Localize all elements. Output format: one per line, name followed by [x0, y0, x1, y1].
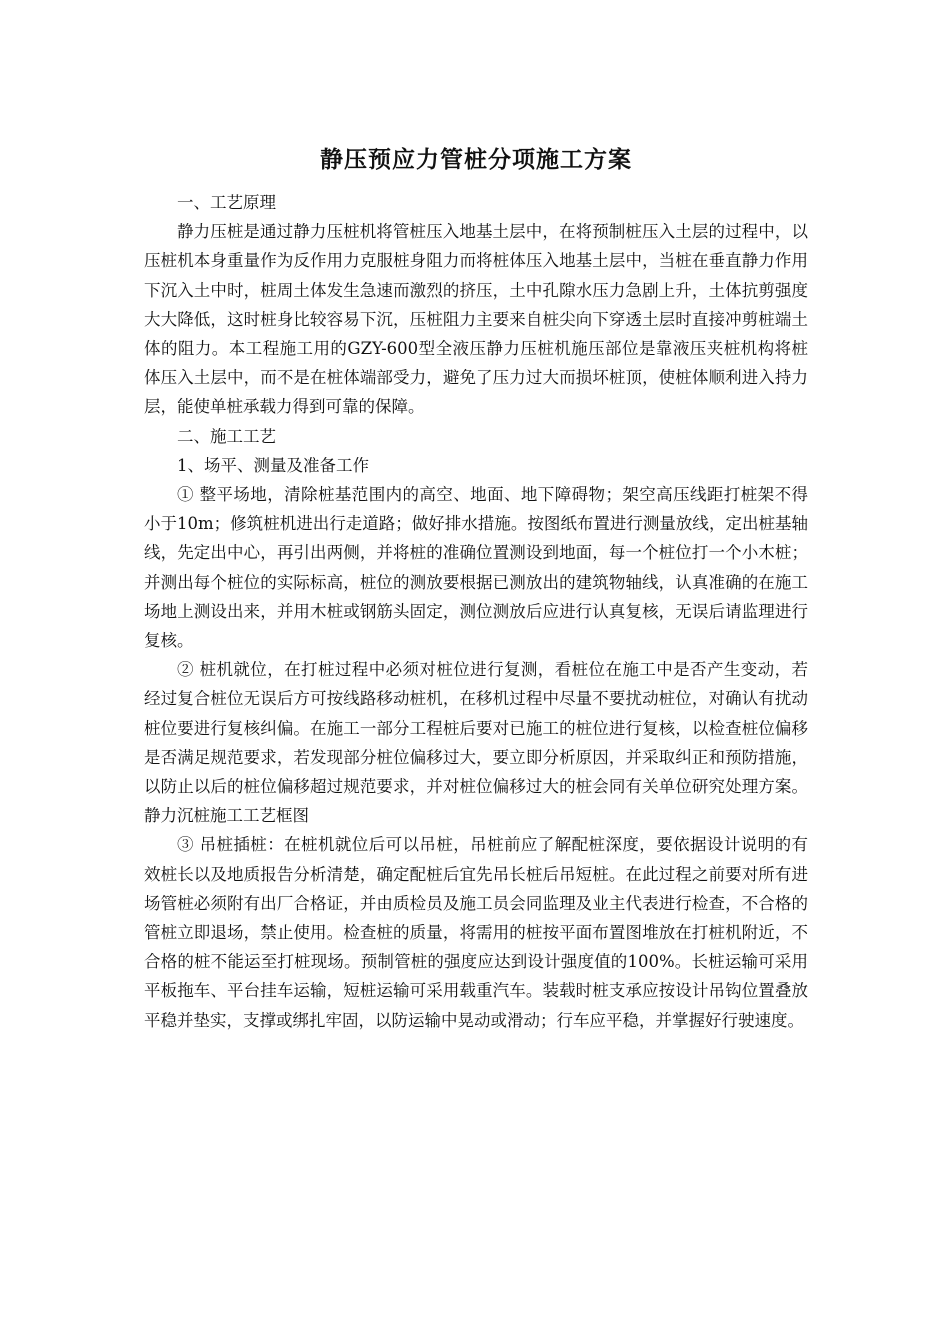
paragraph-pile-lifting: ③ 吊桩插桩：在桩机就位后可以吊桩，吊桩前应了解配桩深度，要依据设计说明的有效桩长以及地质报告分析清楚，确定配桩后宜先吊长桩后吊短桩。在此过程之前要对所有进场管桩必须附有出厂合格证，并由质检员及施工员会同监理及业主代表进行检查，不合格的管桩立即退场，禁止使用。检查桩的质量，将需用的桩按平面布置图堆放在打桩机附近，不合格的桩不能运至打桩现场。预制管桩的强度应达到设计强度值的100%。长桩运输可采用平板拖车、平台挂车运输，短桩运输可采用载重汽车。装载时桩支承应按设计吊钩位置叠放平稳并垫实，支撑或绑扎牢固，以防运输中晃动或滑动；行车应平稳，并掌握好行驶速度。 [144, 835, 808, 1030]
paragraph-principle: 静力压桩是通过静力压桩机将管桩压入地基土层中，在将预制桩压入土层的过程中，以压桩机本身重量作为反作用力克服桩身阻力而将桩体压入地基土层中，当桩在垂直静力作用下沉入土中时，桩周土体发生急速而激烈的挤压，土中孔隙水压力急剧上升，土体抗剪强度大大降低，这时桩身比较容易下沉，压桩阻力主要来自桩尖向下穿透土层时直接冲剪桩端土体的阻力。本工程施工用的GZY-600型全液压静力压桩机施压部位是靠液压夹桩机构将桩体压入土层中，而不是在桩体端部受力，避免了压力过大而损坏桩顶，使桩体顺利进入持力层，能使单桩承载力得到可靠的保障。 [144, 222, 808, 417]
document-page [144, 140, 808, 1035]
section-heading-process: 二、施工工艺 [177, 426, 276, 446]
document-title: 静压预应力管桩分项施工方案 [320, 147, 632, 173]
paragraph-pile-machine-positioning: ② 桩机就位，在打桩过程中必须对桩位进行复测，看桩位在施工中是否产生变动，若经过复合桩位无误后方可按线路移动桩机，在移机过程中尽量不要扰动桩位，对确认有扰动桩位要进行复核纠偏。在施工一部分工程桩后要对已施工的桩位进行复核，以检查桩位偏移是否满足规范要求，若发现部分桩位偏移过大，要立即分析原因，并采取纠正和预防措施，以防止以后的桩位偏移超过规范要求，并对桩位偏移过大的桩会同有关单位研究处理方案。静力沉桩施工工艺框图 [144, 660, 808, 826]
paragraph-site-leveling: ① 整平场地，清除桩基范围内的高空、地面、地下障碍物；架空高压线距打桩架不得小于10m；修筑桩机进出行走道路；做好排水措施。按图纸布置进行测量放线，定出桩基轴线，先定出中心，再引出两侧，并将桩的准确位置测设到地面，每一个桩位打一个小木桩；并测出每个桩位的实际标高，桩位的测放要根据已测放出的建筑物轴线，认真准确的在施工场地上测设出来，并用木桩或钢筋头固定，测位测放后应进行认真复核，无误后请监理进行复核。 [144, 485, 808, 651]
section-heading-principle: 一、工艺原理 [177, 193, 276, 212]
subheading-site-preparation: 1、场平、测量及准备工作 [177, 455, 369, 475]
